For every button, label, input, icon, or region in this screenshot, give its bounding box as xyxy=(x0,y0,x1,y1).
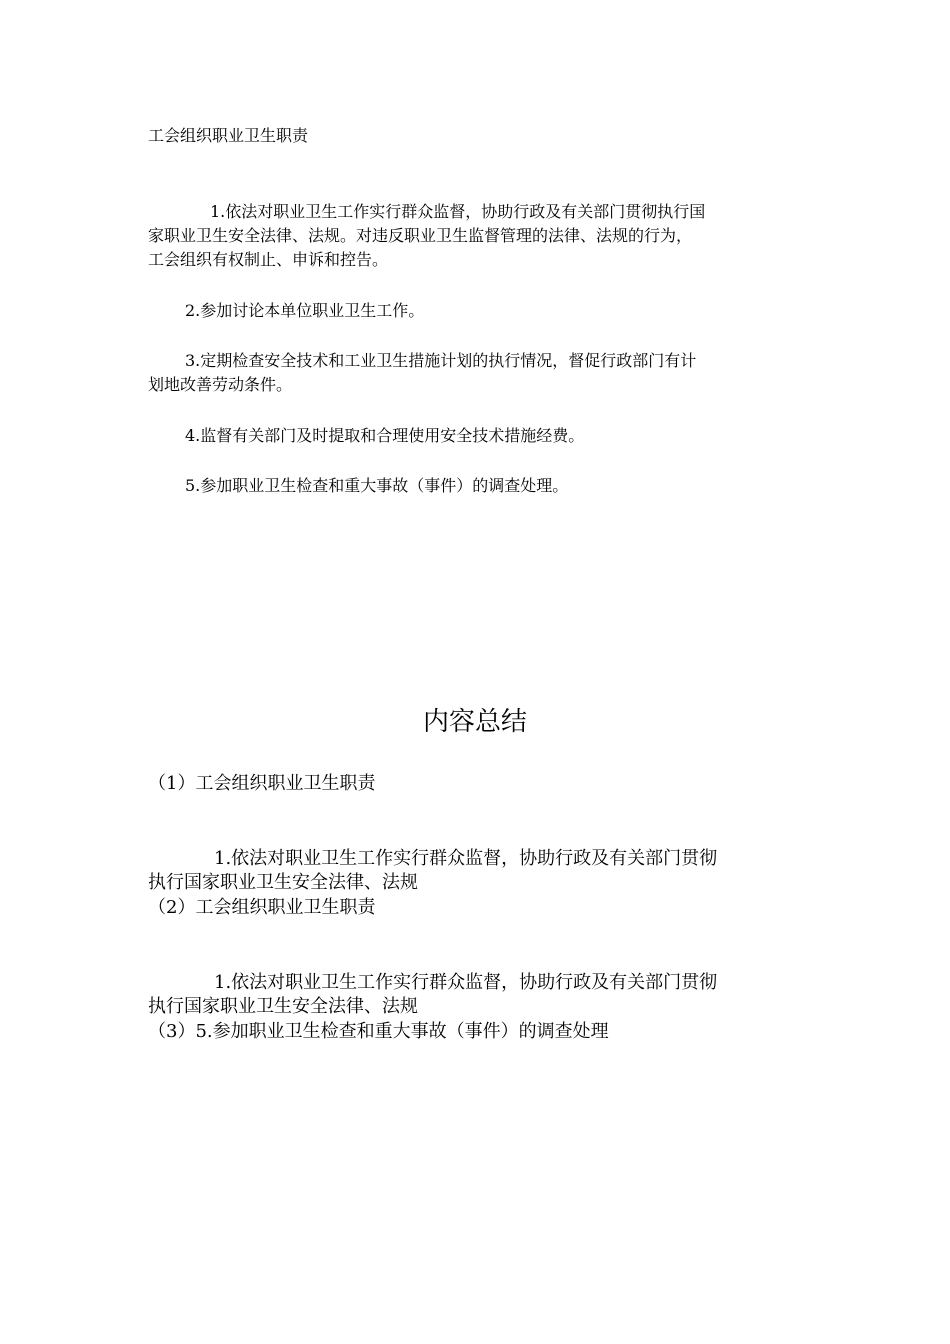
duty-item-1-line-3: 工会组织有权制止、申诉和控告。 xyxy=(148,250,389,269)
duty-item-5 xyxy=(148,474,800,498)
duty-item-1 xyxy=(148,200,800,272)
summary-entry-2-label xyxy=(148,896,808,920)
duty-item-4-line-1: 4.监督有关部门及时提取和合理使用安全技术措施经费。 xyxy=(185,426,585,445)
summary-entry-label: （3）5.参加职业卫生检查和重大事故（事件）的调查处理 xyxy=(148,1021,609,1042)
summary-entry-2-line-1: 1.依法对职业卫生工作实行群众监督，协助行政及有关部门贯彻 xyxy=(214,972,718,993)
summary-entry-label: （2）工会组织职业卫生职责 xyxy=(148,897,376,918)
summary-entry-1-line-2: 执行国家职业卫生安全法律、法规 xyxy=(148,872,418,893)
summary-entry-1-body xyxy=(148,847,808,895)
summary-entry-2-line-2: 执行国家职业卫生安全法律、法规 xyxy=(148,996,418,1017)
duty-item-4 xyxy=(148,424,800,448)
summary-entry-3-label xyxy=(148,1020,808,1044)
summary-entry-2-body xyxy=(148,971,808,1019)
duty-item-3-line-1: 3.定期检查安全技术和工业卫生措施计划的执行情况，督促行政部门有计 xyxy=(185,351,697,370)
duty-item-1-line-2: 家职业卫生安全法律、法规。对违反职业卫生监督管理的法律、法规的行为， xyxy=(148,226,693,245)
duty-item-3 xyxy=(148,349,800,397)
duty-item-5-line-1: 5.参加职业卫生检查和重大事故（事件）的调查处理。 xyxy=(185,476,569,495)
duty-item-3-line-2: 划地改善劳动条件。 xyxy=(148,375,293,394)
summary-entry-1-label xyxy=(148,772,808,796)
document-title: 工会组织职业卫生职责 xyxy=(148,126,309,145)
duty-item-1-line-1: 1.依法对职业卫生工作实行群众监督，协助行政及有关部门贯彻执行国 xyxy=(210,202,706,221)
summary-entry-label: （1）工会组织职业卫生职责 xyxy=(148,773,376,794)
summary-heading: 内容总结 xyxy=(422,707,527,737)
summary-entry-1-line-1: 1.依法对职业卫生工作实行群众监督，协助行政及有关部门贯彻 xyxy=(214,848,718,869)
duty-item-2-line-1: 2.参加讨论本单位职业卫生工作。 xyxy=(185,301,425,320)
duty-item-2 xyxy=(148,299,800,323)
